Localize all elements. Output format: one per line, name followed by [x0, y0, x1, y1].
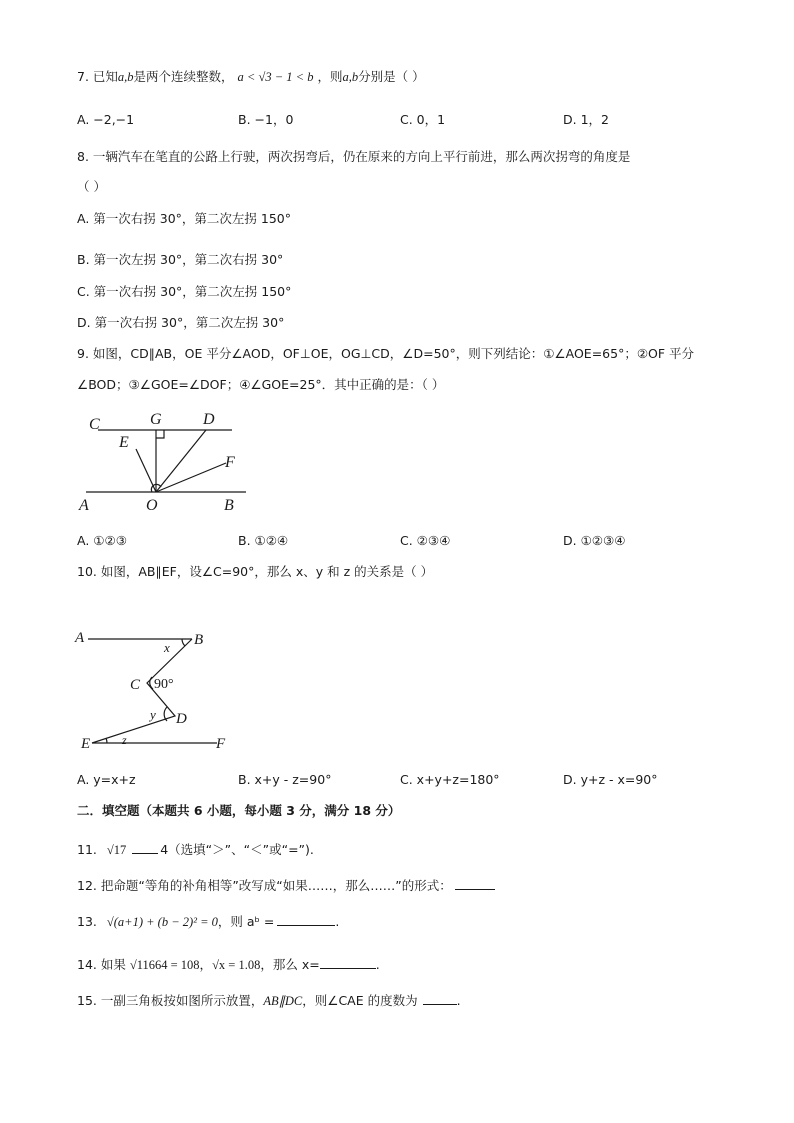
q9-line2: ∠BOD；③∠GOE=∠DOF；④∠GOE=25°．其中正确的是：（ ） [77, 377, 445, 392]
q14-sep: ， [199, 957, 213, 972]
label-f: F [216, 736, 226, 752]
q11-expr: √17 [106, 843, 127, 857]
label-a: A [75, 630, 85, 646]
q7-stem-c: ，则 [317, 69, 343, 84]
q7-stem [77, 69, 425, 85]
q7-stem-b: 是两个连续整数， [133, 69, 234, 84]
q15-end: . [456, 993, 461, 1008]
q13-num: 13. [77, 914, 97, 929]
label-b: B [194, 632, 204, 648]
label-z: z [122, 733, 127, 747]
q7-vars: a,b [117, 70, 134, 84]
q10-option-a: A. y=x+z [77, 772, 136, 787]
q8-option-c: C. 第一次右拐 30°，第二次左拐 150° [77, 284, 292, 299]
q8-paren: （ ） [77, 179, 106, 194]
q7-option-a: A. −2,−1 [77, 112, 135, 127]
ray-of [156, 463, 226, 492]
label-a: A [79, 497, 89, 514]
q11-num: 11. [77, 842, 97, 857]
q12-answer-blank[interactable] [455, 876, 495, 890]
q13-expr: √(a+1) + (b − 2)² = 0 [106, 915, 218, 929]
zigzag-bcde [92, 639, 192, 743]
q8-option-b: B. 第一次左拐 30°，第二次右拐 30° [77, 252, 284, 267]
q13-end: . [335, 914, 340, 929]
q14-answer-blank[interactable] [320, 955, 376, 969]
q11 [77, 840, 314, 858]
q12-text: 12. 把命题“等角的补角相等”改写成“如果……，那么……”的形式： [77, 878, 452, 893]
label-e: E [119, 434, 129, 451]
q15-text2: ，则∠CAE 的度数为 [302, 993, 418, 1008]
label-x: x [164, 640, 170, 655]
label-y: y [150, 707, 156, 722]
q13 [77, 912, 339, 930]
q9-option-a: A. ①②③ [77, 533, 127, 548]
q12 [77, 876, 495, 894]
label-c: C [89, 416, 100, 433]
q10-option-b: B. x+y - z=90° [238, 772, 332, 787]
q14-text2: ，那么 x= [260, 957, 320, 972]
q8-stem: 8. 一辆汽车在笔直的公路上行驶，两次拐弯后，仍在原来的方向上平行前进，那么两次拐弯的角度是 [77, 149, 631, 164]
label-c: C [130, 677, 141, 693]
q10-option-c: C. x+y+z=180° [400, 772, 500, 787]
q7-inequality: a < √3 − 1 < b [237, 70, 314, 84]
q14-text1: 14. 如果 [77, 957, 126, 972]
q7-stem-d: 分别是（ ） [358, 69, 425, 84]
label-d: D [176, 711, 187, 727]
label-o: O [146, 497, 158, 514]
q14-expr2: √x = 1.08 [212, 958, 261, 972]
q15-text1: 15. 一副三角板按如图所示放置， [77, 993, 264, 1008]
q10-option-d: D. y+z - x=90° [563, 772, 658, 787]
q15-expr: AB∥DC [263, 994, 303, 1008]
q7-option-b: B. −1，0 [238, 112, 294, 127]
q14-end: . [375, 957, 380, 972]
q13-rest: ，则 aᵇ = [217, 914, 275, 929]
q9-figure [76, 404, 256, 518]
q10-stem: 10. 如图，AB∥EF，设∠C=90°，那么 x、y 和 z 的关系是（ ） [77, 564, 434, 579]
q9-line1: 9. 如图，CD∥AB，OE 平分∠AOD，OF⊥OE，OG⊥CD，∠D=50°，则下列结论：①∠AOE=65°；②OF 平分 [77, 346, 695, 361]
q11-rest: 4（选填“＞”、“＜”或“=”). [160, 842, 314, 857]
q15 [77, 991, 461, 1009]
q9-option-b: B. ①②④ [238, 533, 289, 548]
q7-vars2: a,b [342, 70, 359, 84]
label-90deg: 90° [154, 677, 174, 692]
label-f: F [225, 454, 235, 471]
q8-option-a: A. 第一次右拐 30°，第二次左拐 150° [77, 211, 291, 226]
q13-answer-blank[interactable] [277, 912, 335, 926]
label-b: B [224, 497, 234, 514]
q11-answer-blank[interactable] [132, 840, 158, 854]
q7-stem-a: 7. 已知 [77, 69, 118, 84]
label-d: D [203, 411, 215, 428]
q9-option-d: D. ①②③④ [563, 533, 626, 548]
right-angle-g [156, 430, 164, 438]
q9-option-c: C. ②③④ [400, 533, 451, 548]
q14 [77, 955, 380, 973]
q14-expr1: √11664 = 108 [129, 958, 200, 972]
q10-figure [72, 625, 242, 753]
q15-answer-blank[interactable] [423, 991, 457, 1005]
angle-z-arc [106, 738, 107, 743]
angle-x-arc [182, 639, 185, 646]
q8-option-d: D. 第一次右拐 30°，第二次左拐 30° [77, 315, 285, 330]
label-e: E [81, 736, 91, 752]
section-heading-fill-in: 二．填空题（本题共 6 小题，每小题 3 分，满分 18 分） [77, 803, 401, 818]
ray-od [156, 430, 206, 492]
q7-option-d: D. 1，2 [563, 112, 609, 127]
label-g: G [150, 411, 162, 428]
q7-option-c: C. 0，1 [400, 112, 446, 127]
